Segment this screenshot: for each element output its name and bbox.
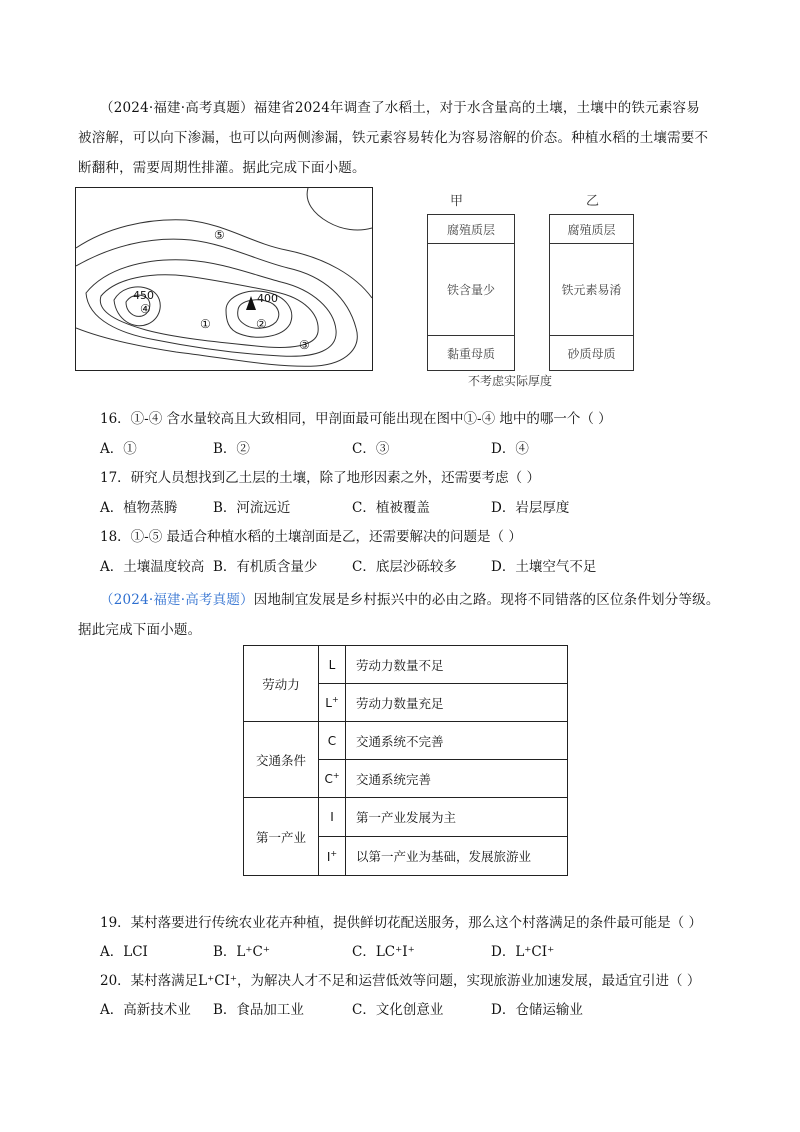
table-category-primary-industry: 第一产业	[244, 798, 319, 876]
profile-title-jia: 甲	[450, 194, 464, 209]
soil-profile-jia	[427, 214, 515, 371]
elevation-label-450: 450	[133, 289, 154, 302]
q18-option-a: A．土壤温度较高	[100, 559, 205, 575]
contour-lines	[76, 188, 372, 370]
q17-option-a: A．植物蒸腾	[100, 500, 178, 516]
table-row	[244, 646, 568, 684]
intro-source: （2024·福建·高考真题）	[100, 100, 254, 116]
intro2-source: （2024·福建·高考真题）	[100, 592, 254, 608]
soil-profile-yi	[549, 214, 634, 371]
q20-option-b: B．食品加工业	[213, 1002, 304, 1018]
q20-option-a: A．高新技术业	[100, 1002, 191, 1018]
intro-line-2: 被溶解，可以向下渗漏，也可以向两侧渗漏，铁元素容易转化为容易溶解的价态。种植水稻的土壤需要不	[78, 130, 709, 146]
intro-line-1: 福建省2024年调查了水稻土，对于水含量高的土壤，土壤中的铁元素容易	[253, 100, 700, 116]
profile-yi-middle-layer: 铁元素易淆	[561, 283, 622, 297]
table-description: 劳动力数量充足	[346, 684, 568, 722]
table-description: 交通系统完善	[346, 760, 568, 798]
table-category-transport: 交通条件	[244, 722, 319, 798]
question-19-stem: 19．某村落要进行传统农业花卉种植，提供鲜切花配送服务，那么这个村落满足的条件最可能是（ ）	[100, 915, 702, 931]
q19-option-b: B．L⁺C⁺	[213, 944, 270, 960]
q17-option-c: C．植被覆盖	[352, 500, 430, 516]
table-code: C	[319, 722, 346, 760]
contour-map	[75, 187, 373, 371]
q18-option-b: B．有机质含量少	[213, 559, 318, 575]
profile-note: 不考虑实际厚度	[468, 374, 553, 388]
question-20-stem: 20．某村落满足L⁺CI⁺，为解决人才不足和运营低效等问题，实现旅游业加速发展，最适宜引进（ ）	[100, 973, 701, 989]
intro2-line-1: 因地制宜发展是乡村振兴中的必由之路。现将不同错落的区位条件划分等级。	[253, 592, 720, 608]
table-description: 以第一产业为基础，发展旅游业	[346, 837, 568, 876]
site-label-2: ②	[256, 317, 267, 331]
table-description: 第一产业发展为主	[346, 798, 568, 837]
elevation-label-400: 400	[257, 292, 278, 305]
site-label-3: ③	[299, 338, 310, 352]
table-row	[244, 798, 568, 837]
q16-option-c: C．③	[352, 441, 390, 457]
intro-line-3: 断翻种，需要周期性排灌。据此完成下面小题。	[78, 160, 366, 176]
site-label-5: ⑤	[214, 228, 225, 242]
table-code: I	[319, 798, 346, 837]
q18-option-d: D．土壤空气不足	[491, 559, 597, 575]
q19-option-a: A．LCI	[100, 944, 148, 960]
question-18-stem: 18．①-⑤ 最适合种植水稻的土壤剖面是乙，还需要解决的问题是（ ）	[100, 529, 522, 545]
table-category-labor: 劳动力	[244, 646, 319, 722]
q18-option-c: C．底层沙砾较多	[352, 559, 457, 575]
q16-option-a: A．①	[100, 441, 137, 457]
question-16-stem: 16．①-④ 含水量较高且大致相同，甲剖面最可能出现在图中①-④ 地中的哪一个（ ）	[100, 411, 612, 427]
q16-option-d: D．④	[491, 441, 529, 457]
q20-option-d: D．仓储运输业	[491, 1002, 583, 1018]
peak-triangle-icon	[246, 296, 256, 310]
table-code: L+	[319, 684, 346, 722]
intro-paragraph-2	[78, 585, 720, 645]
site-label-4: ④	[140, 302, 151, 316]
profile-title-yi: 乙	[586, 194, 600, 209]
q19-option-d: D．L⁺CI⁺	[491, 944, 555, 960]
intro2-line-2: 据此完成下面小题。	[78, 622, 202, 638]
profile-jia-middle-layer: 铁含量少	[446, 283, 495, 297]
profile-jia-bottom-layer: 黏重母质	[446, 346, 495, 361]
table-row	[244, 722, 568, 760]
question-17-stem: 17．研究人员想找到乙土层的土壤，除了地形因素之外，还需要考虑（ ）	[100, 470, 540, 486]
profile-jia-top-layer: 腐殖质层	[446, 222, 495, 237]
q17-option-d: D．岩层厚度	[491, 500, 570, 516]
table-code: I+	[319, 837, 346, 876]
table-description: 交通系统不完善	[346, 722, 568, 760]
q20-option-c: C．文化创意业	[352, 1002, 444, 1018]
table-code: L	[319, 646, 346, 684]
q16-option-b: B．②	[213, 441, 250, 457]
intro-paragraph-1	[78, 93, 720, 183]
profile-yi-bottom-layer: 砂质母质	[567, 346, 616, 361]
q17-option-b: B．河流远近	[213, 500, 291, 516]
table-code: C+	[319, 760, 346, 798]
profile-yi-top-layer: 腐殖质层	[567, 222, 616, 237]
table-description: 劳动力数量不足	[346, 646, 568, 684]
site-label-1: ①	[200, 317, 211, 331]
conditions-table	[243, 645, 568, 876]
q19-option-c: C．LC⁺I⁺	[352, 944, 415, 960]
